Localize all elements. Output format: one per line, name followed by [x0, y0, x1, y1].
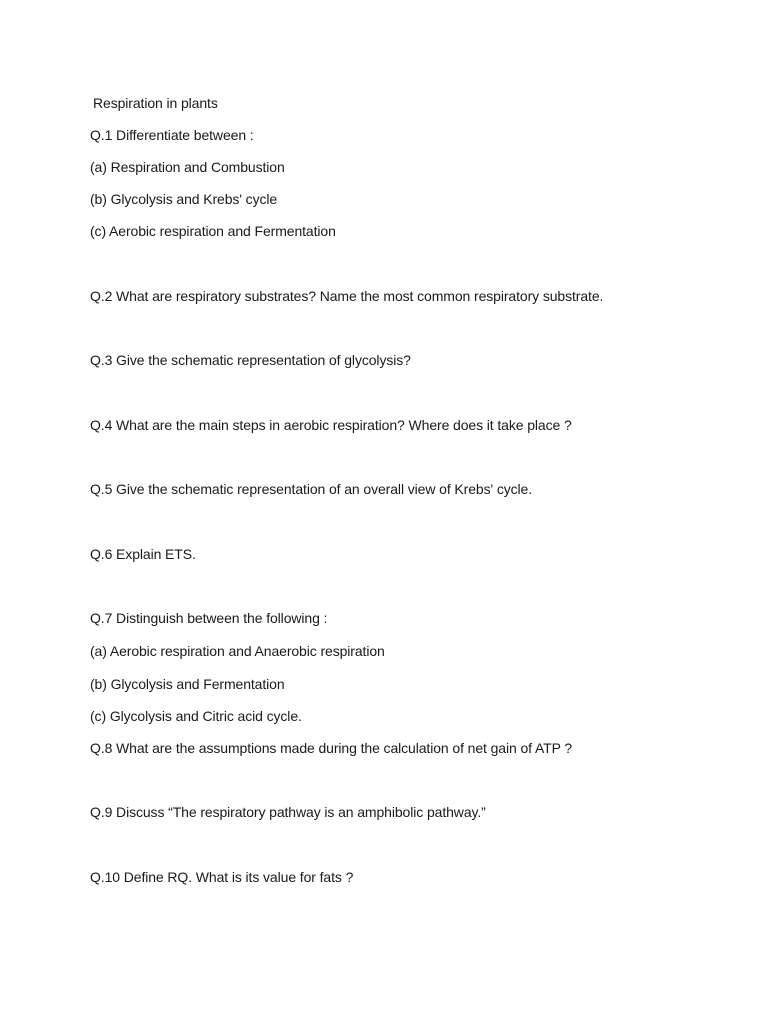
- question-9: Q.9 Discuss “The respiratory pathway is an amphibolic pathway.”: [90, 804, 486, 820]
- question-5: Q.5 Give the schematic representation of an overall view of Krebs' cycle.: [90, 481, 533, 497]
- question-4: Q.4 What are the main steps in aerobic respiration? Where does it take place ?: [90, 417, 572, 433]
- question-7: Q.7 Distinguish between the following :: [90, 610, 328, 626]
- question-3: Q.3 Give the schematic representation of glycolysis?: [90, 352, 411, 368]
- question-1-part-b: (b) Glycolysis and Krebs' cycle: [90, 191, 278, 207]
- question-1-part-c: (c) Aerobic respiration and Fermentation: [90, 223, 336, 239]
- question-10: Q.10 Define RQ. What is its value for fats ?: [90, 869, 354, 885]
- question-7-part-b: (b) Glycolysis and Fermentation: [90, 676, 285, 692]
- question-7-part-c: (c) Glycolysis and Citric acid cycle.: [90, 708, 302, 724]
- question-8: Q.8 What are the assumptions made during the calculation of net gain of ATP ?: [90, 740, 573, 756]
- question-7-part-a: (a) Aerobic respiration and Anaerobic respiration: [90, 643, 385, 659]
- question-1: Q.1 Differentiate between :: [90, 127, 254, 143]
- question-6: Q.6 Explain ETS.: [90, 546, 196, 562]
- question-2: Q.2 What are respiratory substrates? Name the most common respiratory substrate.: [90, 288, 604, 304]
- question-1-part-a: (a) Respiration and Combustion: [90, 159, 285, 175]
- document-title: Respiration in plants: [93, 95, 218, 111]
